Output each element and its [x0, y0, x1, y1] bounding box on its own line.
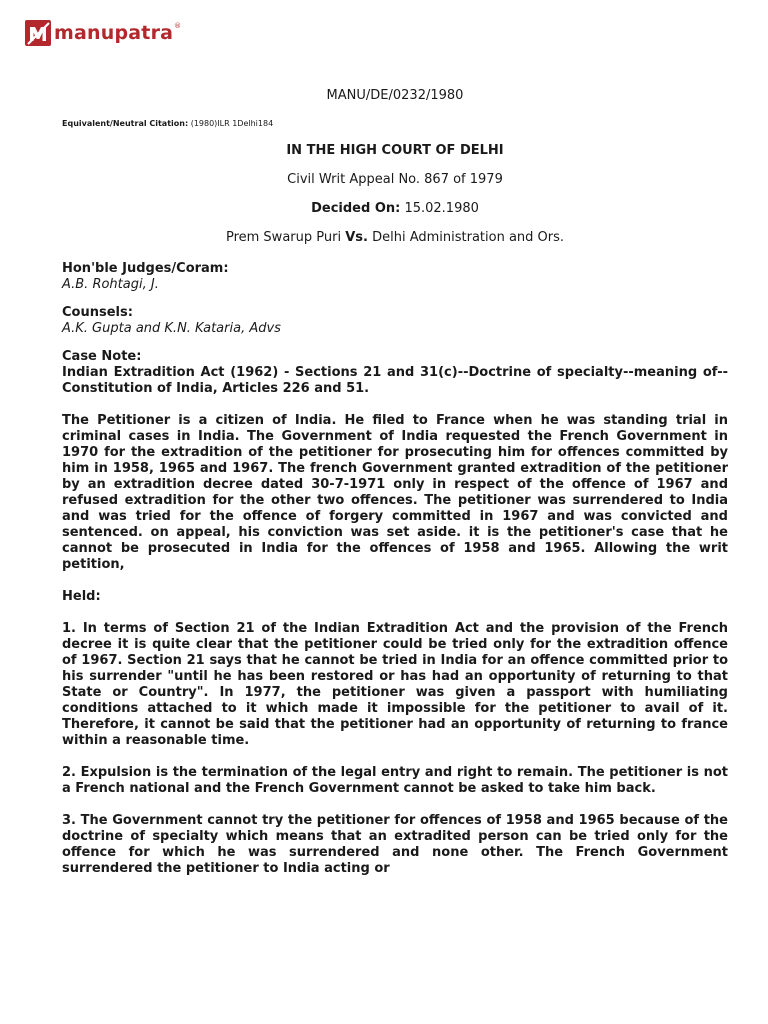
- judges-value: A.B. Rohtagi, J.: [62, 277, 159, 292]
- respondent-name: Delhi Administration and Ors.: [367, 230, 565, 245]
- case-summary: The Petitioner is a citizen of India. He filed to France when he was standing trial in criminal cases in India. The Government of India requested the French Government in 1970 for the extradition of the petitioner for prosecuting him for offences committed by him in 1958, 1965 and 1967. The french Government granted extradition of the petitioner by an extradition decree dated 30-7-1971 only in respect of the offence of 1967 and refused extradition for the other two offences. The petitioner was surrendered to India and was tried for the offence of forgery committed in 1967 and was convicted and sentenced. on appeal, his conviction was set aside. it is the petitioner's case that he cannot be prosecuted in India for the offences of 1958 and 1965. Allowing the writ petition,: [62, 413, 728, 572]
- court-name: IN THE HIGH COURT OF DELHI: [286, 143, 504, 158]
- manupatra-logo[interactable]: [25, 20, 181, 46]
- appeal-number: Civil Writ Appeal No. 867 of 1979: [287, 172, 503, 187]
- held-point: 1. In terms of Section 21 of the Indian Extradition Act and the provision of the French decree it is quite clear that the petitioner could be tried only for the extradition offence of 1967. Section 21 says that he cannot be tried in India for an offence committed prior to his surrender "until he has been restored or has had an opportunity of returning to that State or Country". In 1977, the petitioner was given a passport with humiliating conditions attached to it which made it impossible for the petitioner to avail of it. Therefore, it cannot be said that the petitioner had an opportunity of returning to france within a reasonable time.: [62, 621, 728, 748]
- held-point: 3. The Government cannot try the petitioner for offences of 1958 and 1965 because of the doctrine of specialty which means that an extradited person can be tried only for the offence for which he was surrendered and none other. The French Government surrendered the petitioner to India acting or: [62, 813, 728, 876]
- parties: [62, 229, 728, 247]
- judges-label: Hon'ble Judges/Coram:: [62, 261, 229, 276]
- decided-date: 15.02.1980: [400, 201, 479, 216]
- petitioner-name: Prem Swarup Puri: [225, 230, 346, 245]
- decided-on: [62, 200, 728, 218]
- citation-label: Equivalent/Neutral Citation:: [62, 119, 189, 128]
- counsels-value: A.K. Gupta and K.N. Kataria, Advs: [62, 321, 281, 336]
- equivalent-citation: [62, 118, 728, 130]
- registered-mark: ®: [174, 22, 182, 30]
- counsels-label: Counsels:: [62, 305, 133, 320]
- manu-citation-id: MANU/DE/0232/1980: [326, 88, 464, 103]
- judgment-document: [62, 86, 728, 877]
- held-point: 2. Expulsion is the termination of the legal entry and right to remain. The petitioner is not a French national and the French Government cannot be asked to take him back.: [62, 765, 728, 796]
- case-note-value: Indian Extradition Act (1962) - Sections 21 and 31(c)--Doctrine of specialty--meaning of--Constitution of India, Articles 226 and 51.: [62, 365, 728, 396]
- manupatra-logo-icon: [25, 20, 51, 46]
- citation-value: (1980)ILR 1Delhi184: [188, 119, 274, 128]
- case-note-label: Case Note:: [62, 349, 142, 364]
- held-label: Held:: [62, 589, 101, 604]
- logo-wordmark: manupatra: [54, 22, 174, 44]
- decided-label: Decided On:: [311, 201, 401, 216]
- versus-label: Vs.: [345, 230, 368, 245]
